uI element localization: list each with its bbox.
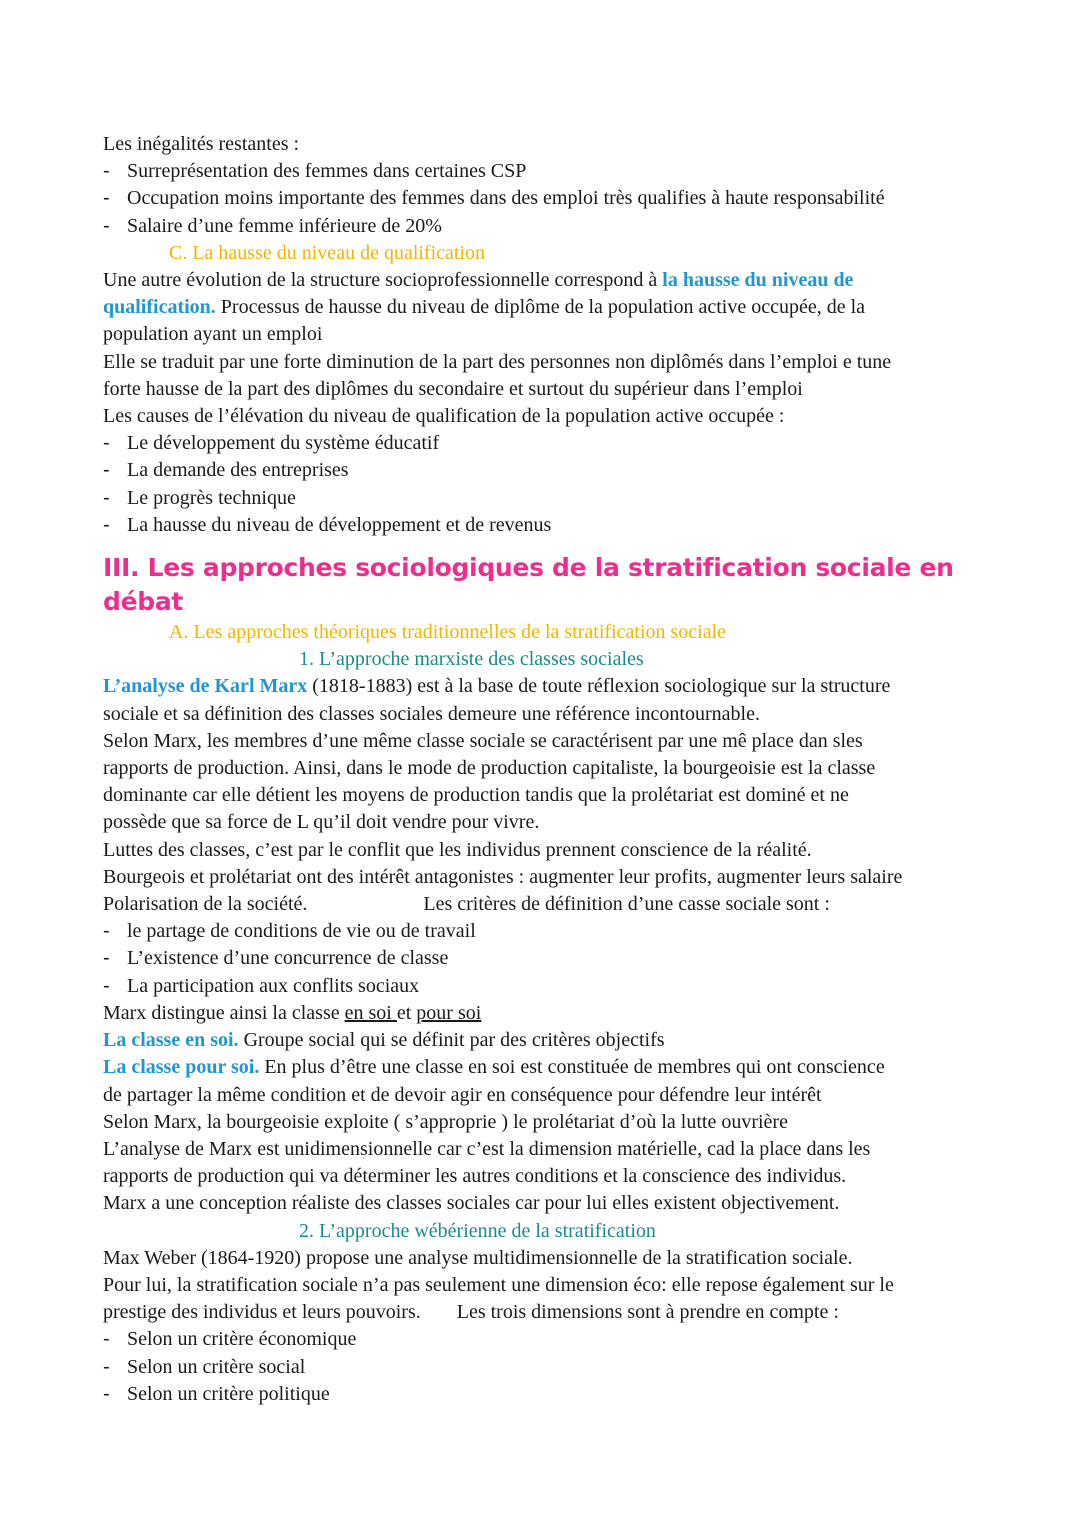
remaining-inequalities-intro: Les inégalités restantes : [103,133,300,155]
paragraph-line: possède que sa force de L qu’il doit vendre pour vivre. [103,811,540,834]
paragraph-line: Luttes des classes, c’est par le conflit que les individus prennent conscience de la réalité. [103,838,812,861]
list-item: - La hausse du niveau de développement et de revenus [103,512,983,539]
list-item: - Salaire d’une femme inférieure de 20% [103,213,983,240]
paragraph-line: Pour lui, la stratification sociale n’a pas seulement une dimension éco: elle repose également sur le [103,1273,894,1296]
list-item: - L’existence d’une concurrence de classe [103,945,983,972]
key-term: La classe en soi. [103,1029,239,1052]
paragraph-line: Les causes de l’élévation du niveau de qualification de la population active occupée : [103,405,785,428]
paragraph-line: population ayant un emploi [103,323,323,346]
section-a-title: A. Les approches théoriques traditionnelles de la stratification sociale [169,621,727,644]
key-term: La classe pour soi. [103,1056,260,1079]
paragraph-line: Max Weber (1864-1920) propose une analyse multidimensionnelle de la stratification sociale. [103,1246,853,1269]
list-item: - Selon un critère économique [103,1326,983,1353]
paragraph-line: Polarisation de la société. Les critères de définition d’une casse sociale sont : [103,893,830,916]
paragraph-line: Bourgeois et prolétariat ont des intérêt antagonistes : augmenter leur profits, augmenter leurs salaire [103,865,903,888]
list-item: - Selon un critère social [103,1354,983,1381]
paragraph-line: prestige des individus et leurs pouvoirs. Les trois dimensions sont à prendre en compte : [103,1301,839,1324]
key-term: L’analyse de Karl Marx [103,675,308,698]
list-item: - Surreprésentation des femmes dans certaines CSP [103,158,983,185]
paragraph-line: Marx a une conception réaliste des classes sociales car pour lui elles existent objectivement. [103,1192,840,1215]
key-term: la hausse du niveau de [662,269,854,292]
paragraph-line: L’analyse de Karl Marx (1818-1883) est à la base de toute réflexion sociologique sur la structure [103,675,891,698]
paragraph-line: L’analyse de Marx est unidimensionnelle car c’est la dimension matérielle, cad la place dans les [103,1137,871,1160]
paragraph-line: La classe en soi. Groupe social qui se définit par des critères objectifs [103,1029,665,1052]
paragraph-line: forte hausse de la part des diplômes du secondaire et surtout du supérieur dans l’emploi [103,377,803,400]
paragraph-line: Elle se traduit par une forte diminution de la part des personnes non diplômés dans l’emploi e tune [103,350,892,373]
list-item: - le partage de conditions de vie ou de travail [103,918,983,945]
paragraph-line: Une autre évolution de la structure socioprofessionnelle correspond à la hausse du niveau de [103,269,854,292]
paragraph-line: qualification. Processus de hausse du niveau de diplôme de la population active occupée, de la [103,296,866,319]
paragraph-line: Marx distingue ainsi la classe en soi et pour soi [103,1001,482,1024]
paragraph-line: Selon Marx, la bourgeoisie exploite ( s’approprie ) le prolétariat d’où la lutte ouvrière [103,1110,788,1133]
paragraph-line: dominante car elle détient les moyens de production tandis que la prolétariat est dominé et ne [103,784,849,807]
underlined-term: en soi [344,1001,397,1024]
list-item: - Occupation moins importante des femmes dans des emploi très qualifies à haute responsabilité [103,185,983,212]
underlined-term: pour soi [416,1001,482,1024]
subsection-1-title: 1. L’approche marxiste des classes sociales [299,648,644,671]
paragraph-line: de partager la même condition et de devoir agir en conséquence pour défendre leur intérêt [103,1083,822,1106]
paragraph-line: La classe pour soi. En plus d’être une classe en soi est constituée de membres qui ont conscience [103,1056,885,1079]
paragraph-line: rapports de production qui va déterminer les autres conditions et la conscience des individus. [103,1165,847,1188]
list-item: - Le progrès technique [103,485,983,512]
list-item: - La demande des entreprises [103,457,983,484]
part-three-heading: III. Les approches sociologiques de la stratification sociale en débat [103,553,954,617]
document-page [103,131,983,1408]
paragraph-line: rapports de production. Ainsi, dans le mode de production capitaliste, la bourgeoisie est la classe [103,757,876,780]
paragraph-line: Selon Marx, les membres d’une même classe sociale se caractérisent par une mê place dan sles [103,729,863,752]
list-item: - Selon un critère politique [103,1381,983,1408]
section-c-title: C. La hausse du niveau de qualification [169,241,486,264]
subsection-2-title: 2. L’approche wébérienne de la stratification [299,1219,656,1242]
list-item: - La participation aux conflits sociaux [103,973,983,1000]
paragraph-line: sociale et sa définition des classes sociales demeure une référence incontournable. [103,702,760,725]
key-term: qualification. [103,296,216,319]
list-item: - Le développement du système éducatif [103,430,983,457]
